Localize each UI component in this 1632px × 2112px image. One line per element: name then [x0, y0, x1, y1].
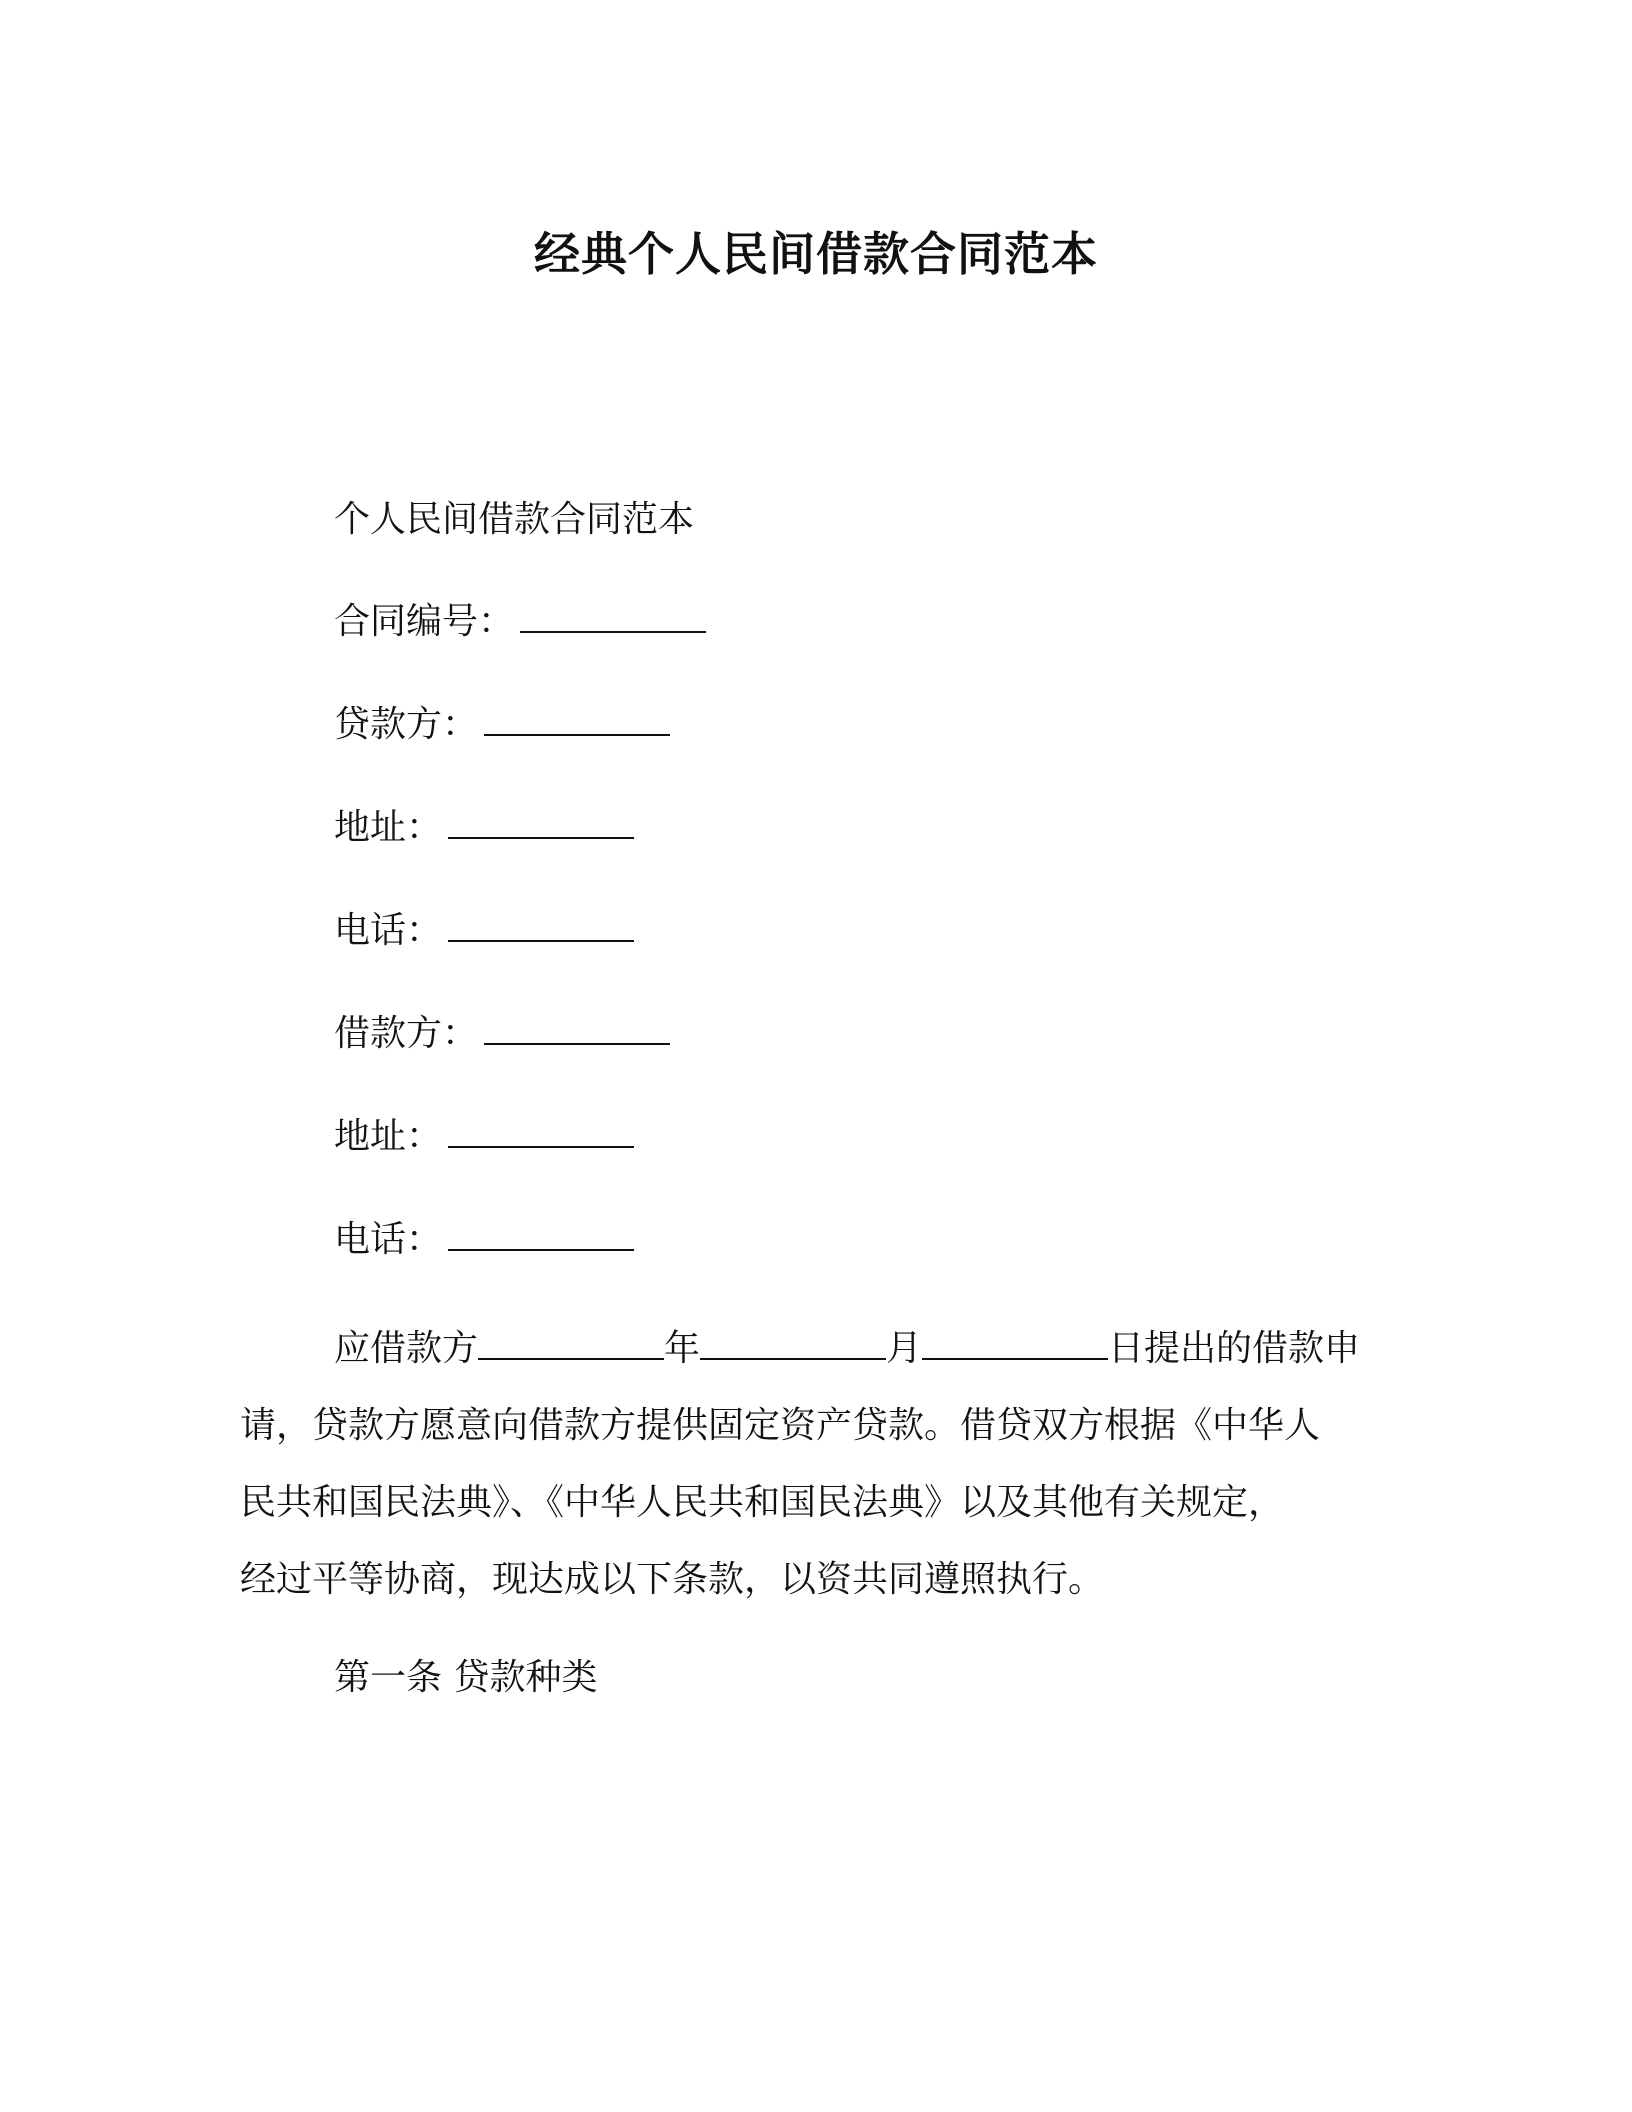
field-borrower-phone	[334, 1218, 634, 1262]
field-label: 地址：	[334, 807, 443, 848]
blank-line	[484, 704, 670, 736]
intro-month-label: 月	[886, 1328, 923, 1369]
intro-line-3: 民共和国民法典》、《中华人民共和国民法典》以及其他有关规定，	[240, 1482, 1285, 1523]
subtitle: 个人民间借款合同范本	[334, 499, 695, 540]
field-borrower	[334, 1012, 670, 1056]
field-label: 合同编号：	[334, 601, 515, 642]
field-label: 电话：	[334, 1219, 443, 1260]
blank-year	[478, 1328, 664, 1360]
field-lender-phone	[334, 909, 634, 953]
blank-line	[520, 601, 706, 633]
blank-line	[448, 1219, 634, 1251]
intro-year-label: 年	[664, 1328, 701, 1369]
field-label: 地址：	[334, 1116, 443, 1157]
field-lender-address	[334, 806, 634, 850]
blank-line	[448, 1116, 634, 1148]
intro-line-2: 请，贷款方愿意向借款方提供固定资产贷款。借贷双方根据《中华人	[240, 1405, 1321, 1446]
field-lender	[334, 703, 670, 747]
intro-line-4: 经过平等协商，现达成以下条款，以资共同遵照执行。	[240, 1559, 1105, 1600]
blank-line	[448, 910, 634, 942]
blank-day	[922, 1328, 1108, 1360]
field-borrower-address	[334, 1115, 634, 1159]
field-contract-number	[334, 600, 706, 644]
blank-month	[700, 1328, 886, 1360]
blank-line	[448, 807, 634, 839]
field-label: 借款方：	[334, 1013, 479, 1054]
blank-line	[484, 1013, 670, 1045]
intro-line-1	[240, 1310, 1390, 1387]
article-heading: 第一条 贷款种类	[334, 1657, 598, 1698]
field-label: 贷款方：	[334, 704, 479, 745]
intro-paragraph	[240, 1310, 1390, 1618]
intro-text: 日提出的借款申	[1108, 1328, 1361, 1369]
document-title: 经典个人民间借款合同范本	[534, 227, 1098, 281]
field-label: 电话：	[334, 910, 443, 951]
intro-text: 应借款方	[334, 1328, 479, 1369]
